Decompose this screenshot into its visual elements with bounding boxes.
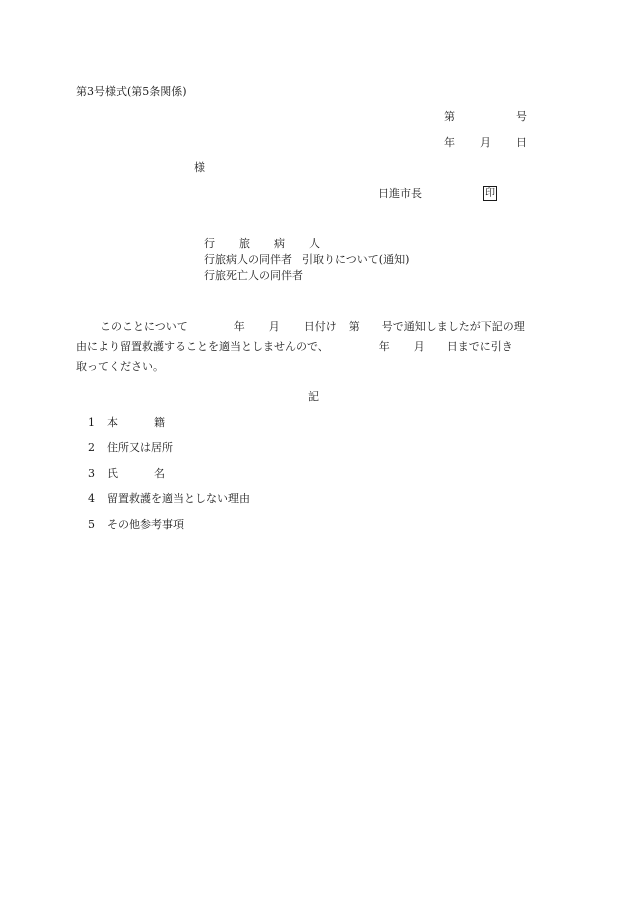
item-number: 4 [88, 492, 95, 505]
seal-text: 印 [485, 188, 495, 199]
date-month: 月 [480, 136, 491, 149]
doc-number-prefix: 第 [444, 110, 455, 123]
date-year: 年 [444, 136, 455, 149]
subject-line-2 [204, 254, 409, 265]
subject-char: 病 [274, 237, 285, 250]
body-paragraph [76, 317, 566, 377]
item-2 [88, 442, 173, 453]
subject-char: 行 [204, 237, 215, 250]
subject-line-3: 行旅死亡人の同伴者 [204, 269, 303, 282]
item-1 [88, 417, 165, 428]
item-label: 留置救護を適当としない理由 [107, 492, 250, 505]
item-number: 2 [88, 441, 95, 454]
body-year: 年 [378, 340, 390, 353]
body-text: このことについて [100, 320, 188, 333]
subject-title: 引取りについて(通知) [302, 253, 410, 266]
body-month: 月 [268, 320, 280, 333]
subject-char: 人 [309, 237, 320, 250]
doc-number-suffix: 号 [516, 110, 527, 123]
item-label: 籍 [154, 416, 165, 429]
date-day: 日 [516, 136, 527, 149]
item-3 [88, 468, 165, 479]
body-year: 年 [233, 320, 245, 333]
body-line-1 [76, 317, 566, 337]
item-number: 5 [88, 518, 95, 531]
subject-char: 旅 [239, 237, 250, 250]
item-5 [88, 519, 184, 530]
item-label: 名 [154, 467, 165, 480]
body-text: 号で通知しましたが下記の理 [381, 320, 525, 333]
form-number: 第3号様式(第5条関係) [76, 85, 187, 98]
issuer-name: 日進市長 [378, 187, 422, 200]
item-number: 3 [88, 467, 95, 480]
seal-mark [483, 186, 497, 201]
addressee-suffix: 様 [194, 161, 205, 174]
item-label: その他参考事項 [107, 518, 184, 531]
item-label: 本 [107, 416, 118, 429]
ki-heading: 記 [308, 390, 319, 403]
item-label: 住所又は居所 [107, 441, 173, 454]
body-line-2 [76, 337, 566, 357]
item-label: 氏 [107, 467, 118, 480]
item-4 [88, 493, 250, 504]
body-line-3: 取ってください。 [76, 360, 164, 373]
subject-line-1 [204, 238, 320, 249]
body-dai: 第 [348, 320, 360, 333]
body-text: 日までに引き [446, 340, 513, 353]
body-day: 日付け [303, 320, 337, 333]
item-number: 1 [88, 416, 95, 429]
body-month: 月 [413, 340, 425, 353]
subject-companion-sick: 行旅病人の同伴者 [204, 253, 292, 266]
body-text: 由により留置救護することを適当としませんので、 [76, 340, 329, 353]
